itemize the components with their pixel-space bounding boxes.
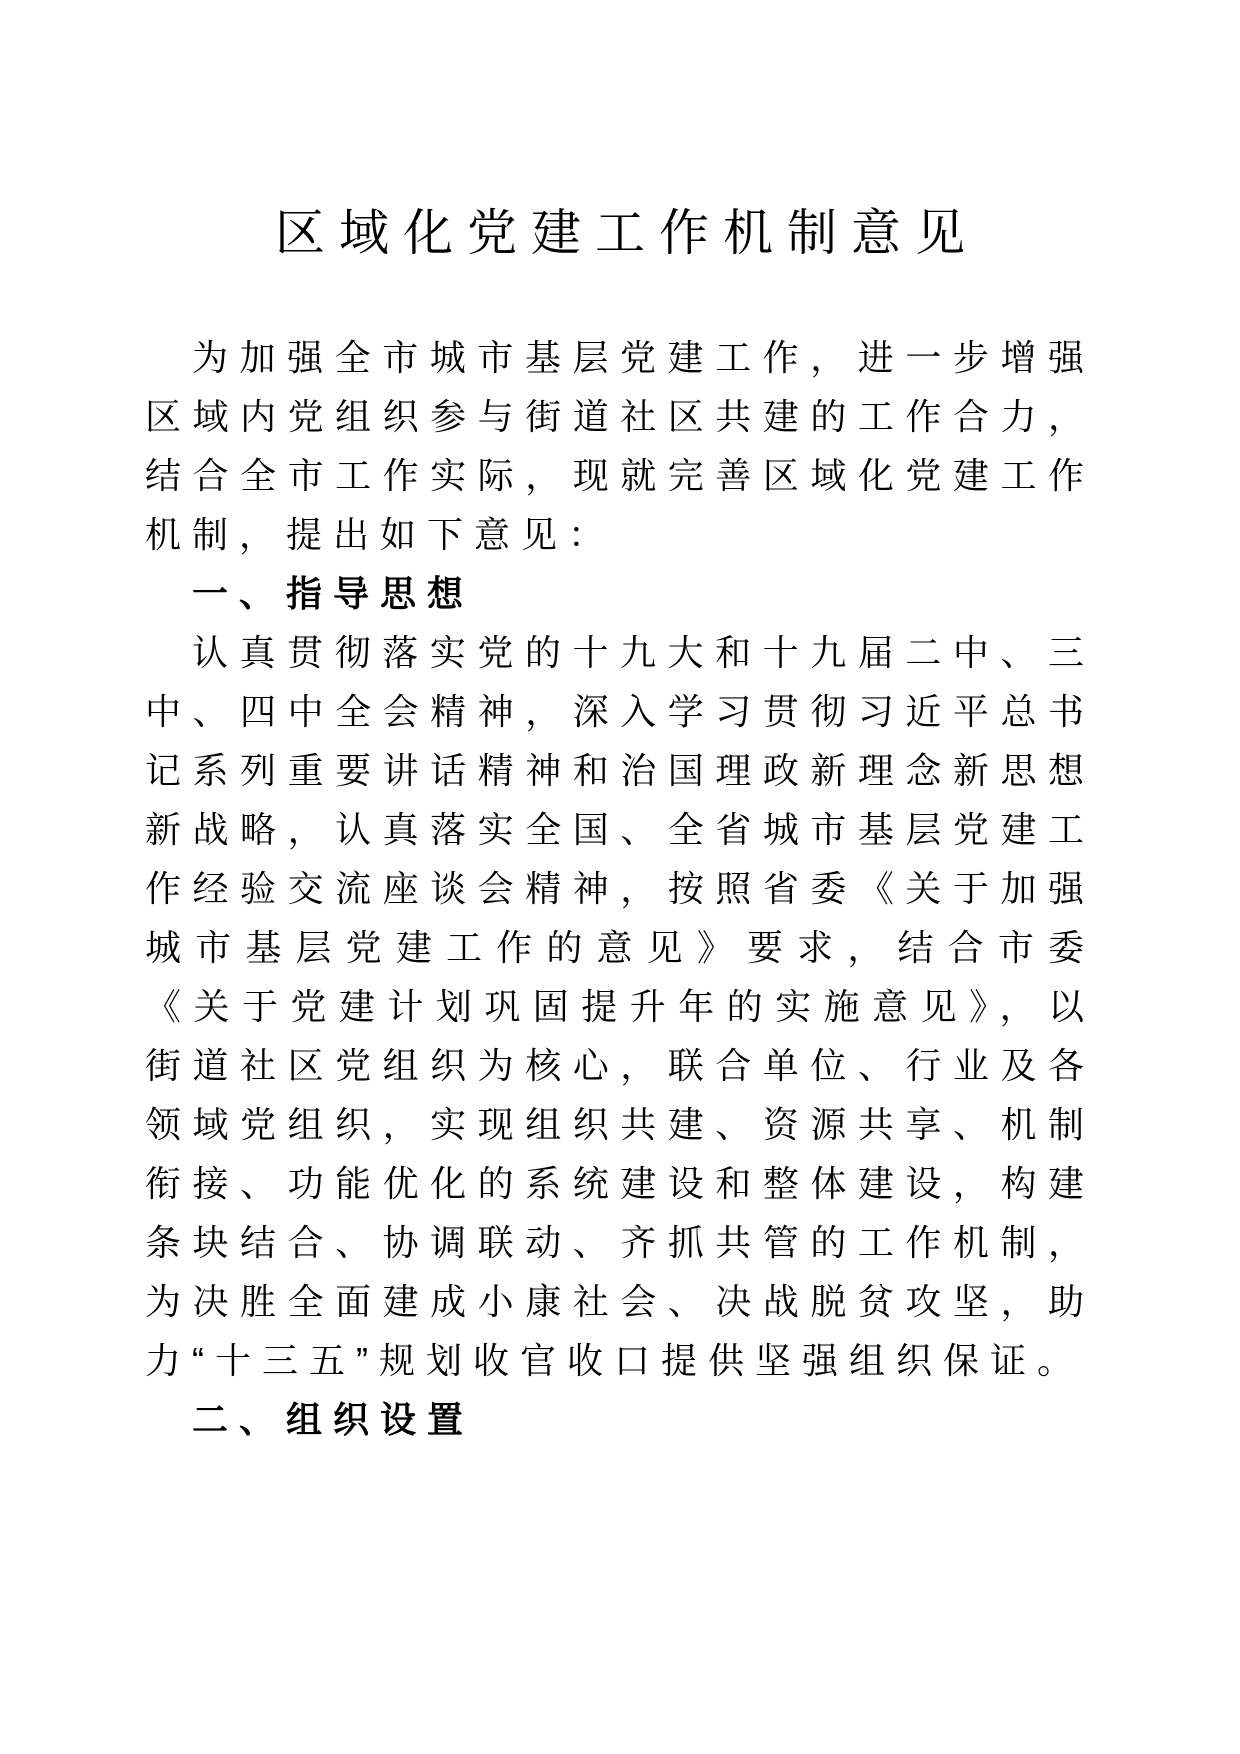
section-heading: 二、组织设置: [192, 1399, 475, 1440]
section-heading: 一、指导思想: [192, 573, 475, 614]
document-body: [145, 328, 1095, 1449]
paragraph: 为加强全市城市基层党建工作，进一步增强区域内党组织参与街道社区共建的工作合力，结合全市工作实际，现就完善区域化党建工作机制，提出如下意见：: [145, 337, 1095, 555]
document-title: 区域化党建工作机制意见: [275, 205, 979, 261]
paragraph: 认真贯彻落实党的十九大和十九届二中、三中、四中全会精神，深入学习贯彻习近平总书记系列重要讲话精神和治国理政新理念新思想新战略，认真落实全国、全省城市基层党建工作经验交流座谈会精神，按照省委《关于加强城市基层党建工作的意见》要求，结合市委《关于党建计划巩固提升年的实施意见》，以街道社区党组织为核心，联合单位、行业及各领域党组织，实现组织共建、资源共享、机制衔接、功能优化的系统建设和整体建设，构建条块结合、协调联动、齐抓共管的工作机制，为决胜全面建成小康社会、决战脱贫攻坚，助力“十三五”规划收官收口提供坚强组织保证。: [145, 632, 1095, 1381]
